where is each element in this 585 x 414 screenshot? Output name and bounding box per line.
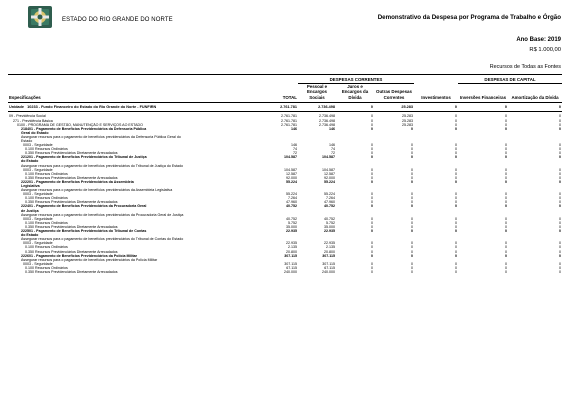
cell-juros: 0 — [371, 269, 373, 274]
unit-pessoal: 2.736.498 — [298, 102, 336, 111]
cell-juros: 0 — [371, 261, 373, 266]
cell-juros: 0 — [371, 249, 373, 254]
cell-investimentos: 0 — [455, 151, 457, 156]
cell-total: 12.587 — [286, 171, 297, 176]
cell-total: 55.224 — [286, 192, 297, 197]
cell-juros: 0 — [371, 229, 373, 234]
cell-juros: 0 — [371, 192, 373, 197]
cell-pessoal: 307.115 — [322, 261, 335, 266]
row-description: 0003 - Seguridade — [23, 241, 53, 246]
row-description: Assegurar recursos para o pagamento de benefícios previdenciários do Tribunal de Justiça do Estado — [21, 163, 184, 168]
cell-total: 104.587 — [284, 167, 297, 172]
cell-juros: 0 — [371, 200, 373, 205]
row-description: Assegurar recursos para o pagamento de benefícios previdenciários da Procuradoria Geral de Justiça — [21, 212, 184, 217]
row-description: 222201 - Pagamento de Benefícios Previdenciários da Assembleia — [21, 179, 134, 184]
cell-pessoal: 146 — [329, 143, 335, 148]
cell-juros: 0 — [371, 126, 373, 131]
cell-outras: 0 — [411, 216, 413, 221]
unit-outras: 25.283 — [374, 102, 414, 111]
column-header-pessoal: Pessoal e Encargos Sociais — [298, 84, 336, 103]
unit-label: Unidade — [9, 104, 24, 109]
cell-juros: 0 — [371, 175, 373, 180]
cell-juros: 0 — [371, 265, 373, 270]
cell-total: 146 — [291, 143, 297, 148]
cell-pessoal: 47.960 — [324, 200, 335, 205]
cell-investimentos: 0 — [455, 147, 457, 152]
row-description: 0.350 Recursos Previdenciários Diretamente Arrecadados — [25, 224, 118, 229]
state-coat-of-arms-logo — [26, 4, 54, 30]
cell-total: 47.960 — [286, 200, 297, 205]
cell-inversoes: 0 — [505, 224, 507, 229]
column-header-amortizacao: Amortização da Dívida — [508, 84, 562, 103]
cell-investimentos: 0 — [455, 143, 457, 148]
cell-investimentos: 0 — [455, 204, 457, 209]
cell-pessoal: 20.800 — [324, 249, 335, 254]
cell-total: 55.224 — [286, 179, 297, 184]
cell-investimentos: 0 — [455, 269, 457, 274]
cell-juros: 0 — [371, 143, 373, 148]
cell-juros: 0 — [371, 245, 373, 250]
cell-inversoes: 0 — [505, 245, 507, 250]
table-body — [8, 102, 562, 274]
row-description: 0.100 Recursos Ordinários — [25, 147, 68, 152]
row-description: 0.350 Recursos Previdenciários Diretamente Arrecadados — [25, 269, 118, 274]
row-description: 0100 - PROGRAMA DE GESTÃO, MANUTENÇÃO E SERVIÇOS AO ESTADO — [17, 122, 143, 127]
cell-amortizacao: 0 — [559, 200, 561, 205]
cell-outras: 0 — [411, 253, 413, 258]
cell-amortizacao: 0 — [559, 179, 561, 184]
cell-outras: 0 — [411, 143, 413, 148]
row-description: 222601 - Pagamento de Benefícios Previdenciários da Polícia Militar — [21, 253, 138, 258]
cell-outras: 0 — [411, 261, 413, 266]
cell-amortizacao: 0 — [559, 245, 561, 250]
cell-investimentos: 0 — [455, 155, 457, 160]
cell-outras: 25.283 — [402, 118, 413, 123]
cell-pessoal: 7.264 — [326, 196, 335, 201]
cell-outras: 0 — [411, 151, 413, 156]
cell-amortizacao: 0 — [559, 216, 561, 221]
cell-pessoal: 40.752 — [324, 204, 335, 209]
base-year: Ano Base: 2019 — [516, 37, 561, 43]
cell-investimentos: 0 — [455, 216, 457, 221]
cell-inversoes: 0 — [505, 196, 507, 201]
cell-pessoal: 2.736.498 — [319, 114, 335, 119]
cell-outras: 25.283 — [402, 122, 413, 127]
cell-total: 40.752 — [286, 216, 297, 221]
cell-investimentos: 0 — [455, 253, 457, 258]
row-description: 09 - Previdência Social — [9, 114, 46, 119]
cell-pessoal: 35.000 — [324, 224, 335, 229]
cell-total: 307.115 — [284, 261, 297, 266]
cell-juros: 0 — [371, 167, 373, 172]
state-name: ESTADO DO RIO GRANDE DO NORTE — [62, 17, 173, 23]
cell-amortizacao: 0 — [559, 147, 561, 152]
cell-outras: 0 — [411, 167, 413, 172]
cell-pessoal: 5.752 — [326, 220, 335, 225]
unit-cell — [8, 102, 258, 111]
cell-amortizacao: 0 — [559, 143, 561, 148]
unit-amortizacao: 0 — [508, 102, 562, 111]
cell-total: 240.000 — [284, 269, 297, 274]
cell-investimentos: 0 — [455, 220, 457, 225]
column-header-juros: Juros e Encargos da Dívida — [336, 84, 374, 103]
group-header-capital: DESPESAS DE CAPITAL — [458, 75, 562, 84]
cell-total: 2.761.781 — [281, 118, 297, 123]
cell-total: 7.264 — [288, 196, 297, 201]
cell-amortizacao: 0 — [559, 241, 561, 246]
row-description: Assegurar recursos para o pagamento de benefícios previdenciários do Tribunal de Contas do Estado — [21, 237, 184, 242]
cell-outras: 0 — [411, 179, 413, 184]
cell-outras: 0 — [411, 229, 413, 234]
cell-investimentos: 0 — [455, 261, 457, 266]
cell-total: 5.752 — [288, 220, 297, 225]
cell-investimentos: 0 — [455, 245, 457, 250]
row-description: 0.350 Recursos Previdenciários Diretamente Arrecadados — [25, 151, 118, 156]
cell-inversoes: 0 — [505, 269, 507, 274]
row-description: 0003 - Seguridade — [23, 192, 53, 197]
cell-juros: 0 — [371, 220, 373, 225]
unit-inversoes: 0 — [458, 102, 508, 111]
cell-inversoes: 0 — [505, 118, 507, 123]
unit-juros: 0 — [336, 102, 374, 111]
cell-pessoal: 22.935 — [324, 241, 335, 246]
cell-total: 104.587 — [284, 155, 297, 160]
cell-amortizacao: 0 — [559, 126, 561, 131]
cell-investimentos: 0 — [455, 192, 457, 197]
expense-table — [8, 74, 562, 274]
unit-total: 2.761.781 — [258, 102, 298, 111]
unit-row — [8, 102, 562, 111]
cell-amortizacao: 0 — [559, 261, 561, 266]
cell-investimentos: 0 — [455, 265, 457, 270]
cell-pessoal: 40.752 — [324, 216, 335, 221]
report-title: Demonstrativo da Despesa por Programa de Trabalho e Órgão — [377, 14, 561, 21]
cell-inversoes: 0 — [505, 126, 507, 131]
cell-outras: 0 — [411, 192, 413, 197]
cell-pessoal: 12.587 — [324, 171, 335, 176]
cell-pessoal: 92.000 — [324, 175, 335, 180]
cell-investimentos: 0 — [455, 196, 457, 201]
cell-pessoal: 2.736.498 — [319, 118, 335, 123]
cell-pessoal: 2.135 — [326, 245, 335, 250]
cell-amortizacao: 0 — [559, 265, 561, 270]
cell-amortizacao: 0 — [559, 167, 561, 172]
cell-total: 72 — [293, 151, 297, 156]
cell-juros: 0 — [371, 179, 373, 184]
cell-inversoes: 0 — [505, 147, 507, 152]
cell-investimentos: 0 — [455, 249, 457, 254]
cell-amortizacao: 0 — [559, 192, 561, 197]
cell-investimentos: 0 — [455, 114, 457, 119]
column-header-investimentos: Investimentos — [414, 84, 458, 103]
cell-amortizacao: 0 — [559, 249, 561, 254]
cell-pessoal: 22.935 — [324, 229, 335, 234]
row-description: 0.100 Recursos Ordinários — [25, 196, 68, 201]
cell-inversoes: 0 — [505, 229, 507, 234]
cell-juros: 0 — [371, 122, 373, 127]
row-description: 271 - Previdência Básica — [13, 118, 53, 123]
cell-pessoal: 240.000 — [322, 269, 335, 274]
cell-amortizacao: 0 — [559, 229, 561, 234]
row-description: 218401 - Pagamento de Benefícios Previdenciários da Defensoria Pública — [21, 126, 147, 131]
cell-total: 74 — [293, 147, 297, 152]
cell-outras: 0 — [411, 241, 413, 246]
row-description: 221201 - Pagamento de Benefícios Previdenciários do Tribunal de Justiça — [21, 155, 147, 160]
row-description: Legislativa — [21, 184, 40, 188]
cell-juros: 0 — [371, 241, 373, 246]
cell-pessoal: 104.587 — [322, 167, 335, 172]
cell-outras: 0 — [411, 200, 413, 205]
cell-juros: 0 — [371, 147, 373, 152]
column-header-total: TOTAL — [258, 84, 298, 103]
cell-amortizacao: 0 — [559, 151, 561, 156]
cell-investimentos: 0 — [455, 167, 457, 172]
cell-juros: 0 — [371, 118, 373, 123]
column-header-outras: Outras Despesas Correntes — [374, 84, 414, 103]
cell-pessoal: 104.587 — [322, 155, 335, 160]
cell-outras: 0 — [411, 265, 413, 270]
cell-pessoal: 2.736.498 — [319, 122, 335, 127]
row-description: do Estado — [21, 233, 39, 238]
cell-inversoes: 0 — [505, 122, 507, 127]
cell-outras: 0 — [411, 171, 413, 176]
cell-pessoal: 55.224 — [324, 179, 335, 184]
cell-inversoes: 0 — [505, 241, 507, 246]
row-description: Assegurar recursos para o pagamento de benefícios previdenciários da Defensoria Pública Geral do — [21, 134, 181, 139]
cell-outras: 0 — [411, 175, 413, 180]
cell-juros: 0 — [371, 151, 373, 156]
cell-inversoes: 0 — [505, 155, 507, 160]
cell-total: 146 — [291, 126, 297, 131]
cell-investimentos: 0 — [455, 171, 457, 176]
cell-total: 22.935 — [286, 241, 297, 246]
cell-total: 40.752 — [286, 204, 297, 209]
cell-investimentos: 0 — [455, 200, 457, 205]
cell-inversoes: 0 — [505, 192, 507, 197]
row-description: 222401 - Pagamento de Benefícios Previdenciários da Procuradoria Geral — [21, 204, 147, 209]
row-description: 0.100 Recursos Ordinários — [25, 265, 68, 270]
cell-inversoes: 0 — [505, 151, 507, 156]
row-description: 0003 - Seguridade — [23, 261, 53, 266]
cell-inversoes: 0 — [505, 114, 507, 119]
cell-inversoes: 0 — [505, 171, 507, 176]
cell-juros: 0 — [371, 114, 373, 119]
cell-inversoes: 0 — [505, 216, 507, 221]
cell-outras: 0 — [411, 204, 413, 209]
cell-juros: 0 — [371, 196, 373, 201]
cell-pessoal: 307.115 — [322, 253, 335, 258]
cell-juros: 0 — [371, 216, 373, 221]
cell-juros: 0 — [371, 224, 373, 229]
column-header-specification: Especificações — [8, 84, 258, 103]
cell-investimentos: 0 — [455, 179, 457, 184]
row-description: 0.350 Recursos Previdenciários Diretamente Arrecadados — [25, 249, 118, 254]
cell-inversoes: 0 — [505, 175, 507, 180]
row-description: 0003 - Seguridade — [23, 167, 53, 172]
cell-pessoal: 67.115 — [324, 265, 335, 270]
cell-juros: 0 — [371, 204, 373, 209]
cell-inversoes: 0 — [505, 204, 507, 209]
row-description: 0.100 Recursos Ordinários — [25, 171, 68, 176]
cell-investimentos: 0 — [455, 241, 457, 246]
cell-juros: 0 — [371, 171, 373, 176]
cell-outras: 0 — [411, 224, 413, 229]
cell-investimentos: 0 — [455, 229, 457, 234]
cell-outras: 0 — [411, 220, 413, 225]
cell-total: 67.115 — [286, 265, 297, 270]
cell-juros: 0 — [371, 155, 373, 160]
cell-amortizacao: 0 — [559, 253, 561, 258]
row-description: do Estado — [21, 159, 39, 164]
row-description: Estado — [21, 138, 33, 143]
cell-inversoes: 0 — [505, 253, 507, 258]
cell-pessoal: 72 — [331, 151, 335, 156]
cell-amortizacao: 0 — [559, 171, 561, 176]
cell-inversoes: 0 — [505, 167, 507, 172]
cell-outras: 0 — [411, 126, 413, 131]
cell-total: 307.115 — [284, 253, 297, 258]
cell-amortizacao: 0 — [559, 122, 561, 127]
cell-inversoes: 0 — [505, 200, 507, 205]
row-description: de Justiça — [21, 208, 39, 213]
cell-investimentos: 0 — [455, 126, 457, 131]
cell-inversoes: 0 — [505, 265, 507, 270]
cell-inversoes: 0 — [505, 261, 507, 266]
row-description: 0003 - Seguridade — [23, 143, 53, 148]
cell-outras: 0 — [411, 269, 413, 274]
cell-amortizacao: 0 — [559, 204, 561, 209]
cell-outras: 0 — [411, 147, 413, 152]
row-description: 0.350 Recursos Previdenciários Diretamente Arrecadados — [25, 175, 118, 180]
sources-label: Recursos de Todas as Fontes — [489, 64, 561, 70]
cell-amortizacao: 0 — [559, 224, 561, 229]
unit-investimentos: 0 — [414, 102, 458, 111]
row-description: 222501 - Pagamento de Benefícios Previdenciários do Tribunal de Contas — [21, 229, 147, 234]
row-description: Assegurar recursos para o pagamento de benefícios previdenciários da Polícia Militar — [21, 257, 158, 262]
cell-pessoal: 74 — [331, 147, 335, 152]
row-description: Geral do Estado — [21, 130, 49, 135]
row-description: Assegurar recursos para o pagamento de benefícios previdenciários da Assembleia Legislativa — [21, 188, 173, 193]
cell-inversoes: 0 — [505, 249, 507, 254]
cell-pessoal: 55.224 — [324, 192, 335, 197]
cell-investimentos: 0 — [455, 118, 457, 123]
column-header-inversoes: Inversões Financeiras — [458, 84, 508, 103]
cell-inversoes: 0 — [505, 179, 507, 184]
cell-total: 92.000 — [286, 175, 297, 180]
cell-investimentos: 0 — [455, 122, 457, 127]
cell-total: 35.000 — [286, 224, 297, 229]
cell-total: 2.761.781 — [281, 122, 297, 127]
cell-total: 22.935 — [286, 229, 297, 234]
unit-name: 10233 - Fundo Financeiro do Estado do Rio Grande do Norte - FUNFIRN — [27, 104, 157, 109]
cell-total: 20.800 — [286, 249, 297, 254]
cell-amortizacao: 0 — [559, 269, 561, 274]
row-description: 0.100 Recursos Ordinários — [25, 220, 68, 225]
cell-outras: 25.283 — [402, 114, 413, 119]
cell-investimentos: 0 — [455, 175, 457, 180]
cell-juros: 0 — [371, 253, 373, 258]
cell-pessoal: 146 — [329, 126, 335, 131]
cell-outras: 0 — [411, 249, 413, 254]
cell-amortizacao: 0 — [559, 114, 561, 119]
row-description: 0.350 Recursos Previdenciários Diretamente Arrecadados — [25, 200, 118, 205]
cell-inversoes: 0 — [505, 220, 507, 225]
cell-total: 2.135 — [288, 245, 297, 250]
table-row — [8, 270, 562, 274]
cell-outras: 0 — [411, 196, 413, 201]
cell-total: 2.761.781 — [281, 114, 297, 119]
cell-amortizacao: 0 — [559, 196, 561, 201]
cell-amortizacao: 0 — [559, 118, 561, 123]
row-description: 0003 - Seguridade — [23, 216, 53, 221]
cell-investimentos: 0 — [455, 224, 457, 229]
cell-amortizacao: 0 — [559, 155, 561, 160]
cell-outras: 0 — [411, 155, 413, 160]
cell-amortizacao: 0 — [559, 220, 561, 225]
row-description: 0.100 Recursos Ordinários — [25, 245, 68, 250]
cell-amortizacao: 0 — [559, 175, 561, 180]
currency-unit: R$ 1.000,00 — [529, 47, 561, 53]
group-header-correntes: DESPESAS CORRENTES — [298, 75, 414, 84]
cell-inversoes: 0 — [505, 143, 507, 148]
cell-outras: 0 — [411, 245, 413, 250]
